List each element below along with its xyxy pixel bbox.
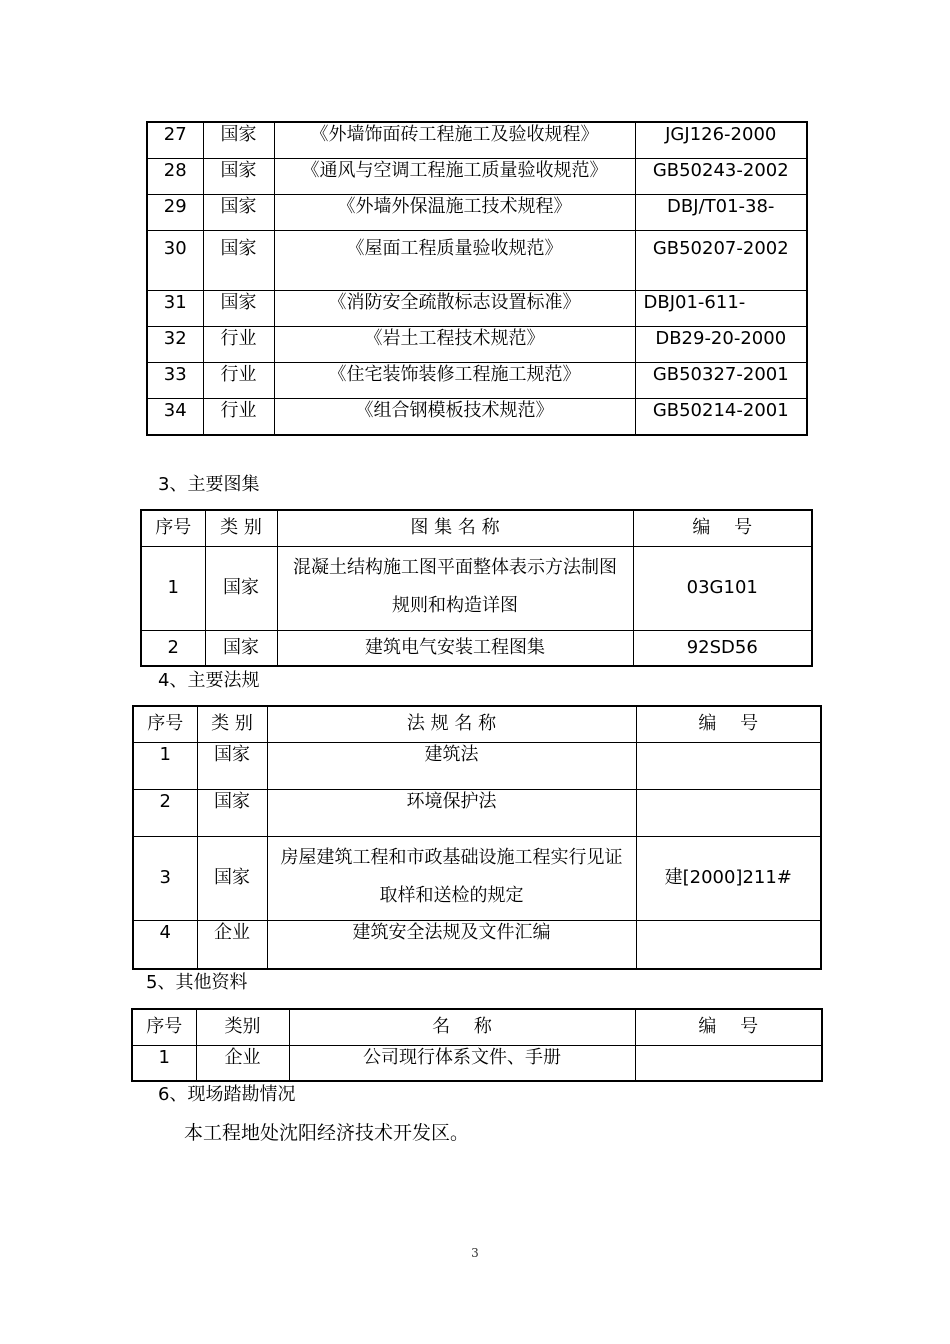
header-code: 编 号 <box>636 706 821 742</box>
row-number: 2 <box>141 630 205 666</box>
row-number: 1 <box>133 742 197 789</box>
row-number: 1 <box>141 546 205 630</box>
row-number: 2 <box>133 789 197 836</box>
table-row <box>141 546 812 630</box>
row-category: 行业 <box>203 362 274 398</box>
row-code: DBJ/T01-38- <box>635 194 807 230</box>
row-category: 国家 <box>203 158 274 194</box>
row-name: 《组合钢模板技术规范》 <box>274 398 635 435</box>
row-category: 行业 <box>203 398 274 435</box>
row-name: 公司现行体系文件、手册 <box>289 1045 635 1081</box>
row-code: GB50243-2002 <box>635 158 807 194</box>
row-number: 4 <box>133 920 197 969</box>
table-row <box>147 230 807 290</box>
table-header-row <box>141 510 812 546</box>
row-code: DB29-20-2000 <box>635 326 807 362</box>
row-number: 33 <box>147 362 203 398</box>
row-name: 环境保护法 <box>267 789 636 836</box>
page-number: 3 <box>471 1246 479 1260</box>
row-code <box>636 742 821 789</box>
row-code: GB50214-2001 <box>635 398 807 435</box>
row-name: 建筑安全法规及文件汇编 <box>267 920 636 969</box>
row-code: DBJ01-611- <box>635 290 807 326</box>
row-code: GB50327-2001 <box>635 362 807 398</box>
row-name <box>277 546 633 630</box>
row-name-line1: 房屋建筑工程和市政基础设施工程实行见证 <box>280 846 623 868</box>
row-category: 国家 <box>197 742 267 789</box>
row-code: JGJ126-2000 <box>635 122 807 158</box>
row-category: 国家 <box>205 630 277 666</box>
row-name: 《消防安全疏散标志设置标准》 <box>274 290 635 326</box>
row-code: 92SD56 <box>633 630 812 666</box>
row-category: 国家 <box>203 290 274 326</box>
table-row <box>133 920 821 969</box>
section4-heading: 4、主要法规 <box>158 670 260 691</box>
header-code: 编 号 <box>633 510 812 546</box>
table-row <box>147 122 807 158</box>
table-row <box>141 630 812 666</box>
section6-heading: 6、现场踏勘情况 <box>158 1084 296 1105</box>
header-category: 类 别 <box>197 706 267 742</box>
row-code: 建[2000]211# <box>636 836 821 920</box>
section6-text: 本工程地处沈阳经济技术开发区。 <box>184 1122 470 1144</box>
header-number: 序号 <box>141 510 205 546</box>
row-name: 《通风与空调工程施工质量验收规范》 <box>274 158 635 194</box>
row-category: 国家 <box>205 546 277 630</box>
row-name: 《屋面工程质量验收规范》 <box>274 230 635 290</box>
row-name-line2: 取样和送检的规定 <box>379 884 524 906</box>
row-name: 建筑法 <box>267 742 636 789</box>
row-category: 企业 <box>196 1045 289 1081</box>
row-number: 30 <box>147 230 203 290</box>
standards-table <box>146 121 808 436</box>
row-category: 国家 <box>203 194 274 230</box>
row-name-line2: 规则和构造详图 <box>392 594 518 616</box>
row-category: 行业 <box>203 326 274 362</box>
table-header-row <box>132 1009 822 1045</box>
table-row <box>132 1045 822 1081</box>
row-code: 03G101 <box>633 546 812 630</box>
row-name: 《岩土工程技术规范》 <box>274 326 635 362</box>
row-code: GB50207-2002 <box>635 230 807 290</box>
row-number: 28 <box>147 158 203 194</box>
table-row <box>147 326 807 362</box>
row-number: 27 <box>147 122 203 158</box>
row-number: 3 <box>133 836 197 920</box>
regulations-table <box>132 705 822 970</box>
atlas-table <box>140 509 813 667</box>
row-name-line1: 混凝土结构施工图平面整体表示方法制图 <box>293 556 617 578</box>
table-header-row <box>133 706 821 742</box>
row-code <box>636 789 821 836</box>
section3-heading: 3、主要图集 <box>158 474 260 495</box>
header-code: 编 号 <box>635 1009 822 1045</box>
row-number: 34 <box>147 398 203 435</box>
table-row <box>147 194 807 230</box>
table-row <box>133 789 821 836</box>
row-number: 31 <box>147 290 203 326</box>
row-name: 建筑电气安装工程图集 <box>277 630 633 666</box>
table-row <box>147 362 807 398</box>
row-name <box>267 836 636 920</box>
other-materials-table <box>131 1008 823 1082</box>
table-row <box>133 836 821 920</box>
section5-heading: 5、其他资料 <box>146 972 248 993</box>
table-row <box>133 742 821 789</box>
row-code <box>635 1045 822 1081</box>
header-number: 序号 <box>133 706 197 742</box>
row-category: 国家 <box>197 789 267 836</box>
row-code <box>636 920 821 969</box>
row-number: 29 <box>147 194 203 230</box>
row-name: 《外墙饰面砖工程施工及验收规程》 <box>274 122 635 158</box>
table-row <box>147 158 807 194</box>
row-name: 《外墙外保温施工技术规程》 <box>274 194 635 230</box>
row-number: 32 <box>147 326 203 362</box>
header-name: 法 规 名 称 <box>267 706 636 742</box>
table-row <box>147 398 807 435</box>
header-name: 名 称 <box>289 1009 635 1045</box>
header-name: 图 集 名 称 <box>277 510 633 546</box>
header-category: 类 别 <box>205 510 277 546</box>
row-number: 1 <box>132 1045 196 1081</box>
header-category: 类别 <box>196 1009 289 1045</box>
row-name: 《住宅装饰装修工程施工规范》 <box>274 362 635 398</box>
row-category: 国家 <box>197 836 267 920</box>
row-category: 国家 <box>203 122 274 158</box>
row-category: 企业 <box>197 920 267 969</box>
row-category: 国家 <box>203 230 274 290</box>
table-row <box>147 290 807 326</box>
header-number: 序号 <box>132 1009 196 1045</box>
